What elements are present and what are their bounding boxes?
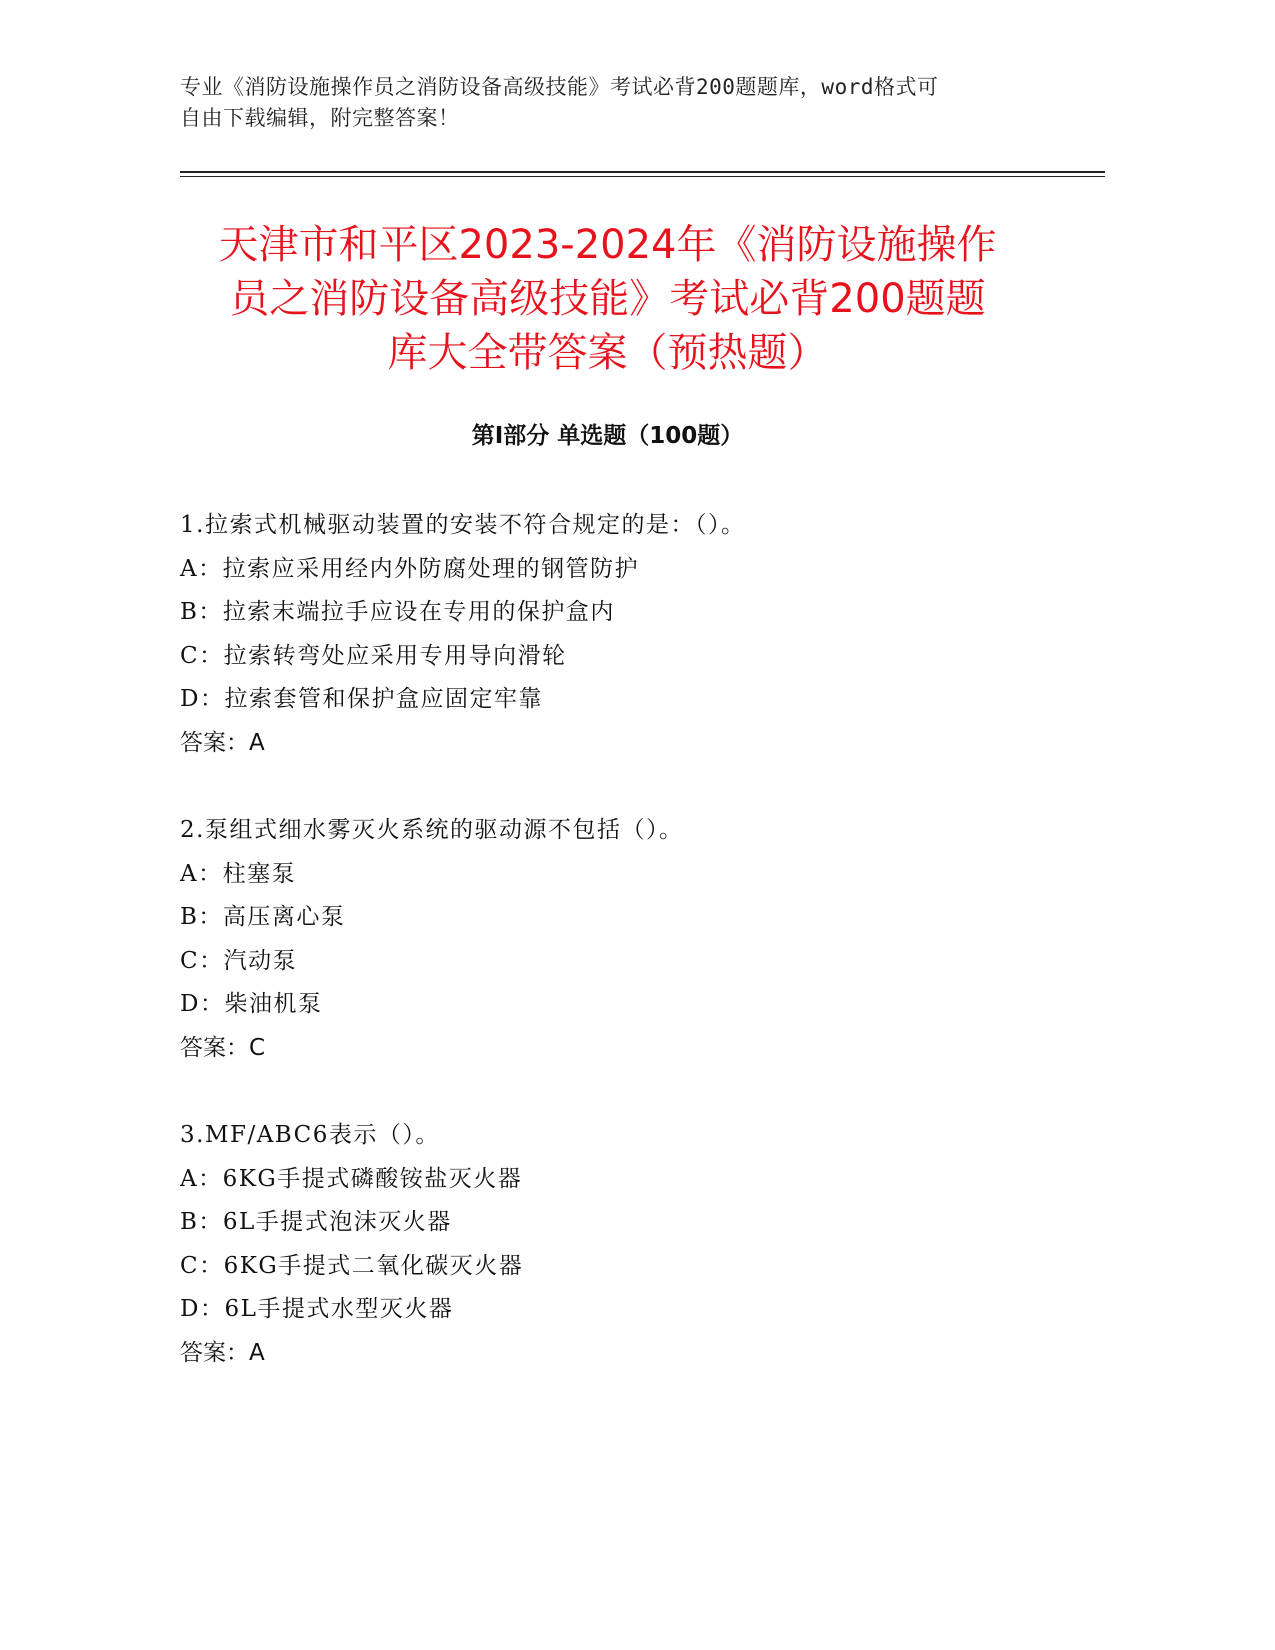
question-stem: 3.MF/ABC6表示（）。 <box>180 1122 440 1148</box>
option-b: B：6L手提式泡沫灭火器 <box>180 1209 452 1235</box>
document-title <box>180 218 1035 380</box>
question-stem: 1.拉索式机械驱动装置的安装不符合规定的是：（）。 <box>180 512 746 538</box>
option-c: C：汽动泵 <box>180 947 298 974</box>
option-c: C：拉索转弯处应采用专用导向滑轮 <box>180 642 567 669</box>
document-title-line-1: 天津市和平区2023-2024年《消防设施操作 <box>218 222 997 268</box>
option-a: A：拉索应采用经内外防腐处理的钢管防护 <box>180 555 640 582</box>
document-title-line-3: 库大全带答案（预热题） <box>387 330 828 376</box>
section-title: 第Ⅰ部分 单选题（100题） <box>471 423 744 449</box>
option-a: A：柱塞泵 <box>180 860 297 887</box>
answer: 答案：A <box>180 729 265 756</box>
answer: 答案：A <box>180 1339 265 1366</box>
option-c: C：6KG手提式二氧化碳灭火器 <box>180 1252 524 1279</box>
header-divider-thick <box>180 171 1105 173</box>
header-note-line-2: 自由下载编辑，附完整答案！ <box>180 106 460 130</box>
option-a: A：6KG手提式磷酸铵盐灭火器 <box>180 1165 523 1192</box>
document-title-line-2: 员之消防设备高级技能》考试必背200题题 <box>229 276 986 322</box>
option-b: B：拉索末端拉手应设在专用的保护盒内 <box>180 599 615 625</box>
answer: 答案：C <box>180 1034 266 1061</box>
question-1 <box>180 508 1080 769</box>
header-note <box>180 72 1060 134</box>
header-divider-thin <box>180 176 1105 177</box>
question-stem: 2.泵组式细水雾灭火系统的驱动源不包括（）。 <box>180 817 684 843</box>
header-note-line-1: 专业《消防设施操作员之消防设备高级技能》考试必背200题题库，word格式可 <box>180 75 939 99</box>
question-3 <box>180 1118 1080 1379</box>
option-d: D：拉索套管和保护盒应固定牢靠 <box>180 686 543 712</box>
option-d: D：6L手提式水型灭火器 <box>180 1296 454 1322</box>
question-2 <box>180 813 1080 1074</box>
option-d: D：柴油机泵 <box>180 991 323 1017</box>
option-b: B：高压离心泵 <box>180 904 346 930</box>
